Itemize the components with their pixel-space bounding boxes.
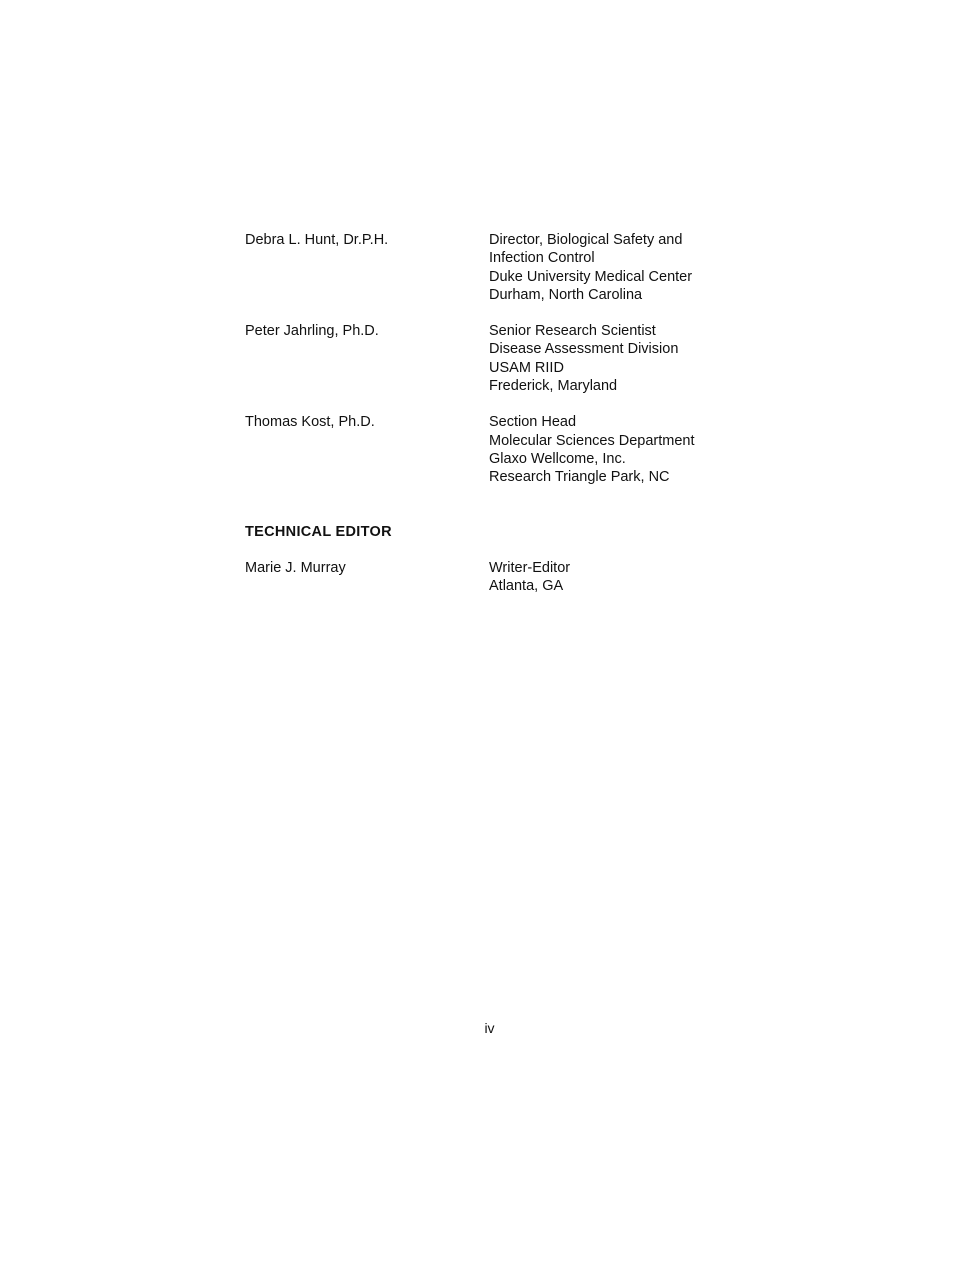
page-number: iv [484,1020,495,1036]
affiliation-line: Section Head [489,414,577,431]
affiliation-line: Disease Assessment Division [489,341,679,358]
affiliation-line: USAM RIID [489,359,564,376]
affiliation-line: Molecular Sciences Department [489,432,695,449]
technical-editor-entry [245,559,765,596]
affiliation-line: Durham, North Carolina [489,286,643,303]
affiliation-line: Duke University Medical Center [489,268,693,285]
affiliation-line: Atlanta, GA [489,578,564,595]
affiliation-line: Director, Biological Safety and [489,232,683,248]
contributor-name: Thomas Kost, Ph.D. [245,414,375,431]
contributor-name: Peter Jahrling, Ph.D. [245,323,379,340]
affiliation-line: Frederick, Maryland [489,378,618,395]
contributor-entry [245,322,765,395]
affiliation-line: Research Triangle Park, NC [489,469,670,486]
affiliation-line: Infection Control [489,250,595,267]
section-heading-technical-editor: TECHNICAL EDITOR [245,523,392,540]
contributor-affiliation [489,322,765,395]
editor-affiliation [489,559,765,596]
contributor-entry [245,413,765,486]
affiliation-line: Writer-Editor [489,559,571,576]
affiliation-line: Glaxo Wellcome, Inc. [489,450,626,467]
affiliation-line: Senior Research Scientist [489,323,656,340]
editor-name: Marie J. Murray [245,559,346,576]
contributor-affiliation [489,413,765,486]
contributor-name: Debra L. Hunt, Dr.P.H. [245,232,389,248]
contributor-affiliation [489,231,765,304]
contributor-entry [245,231,765,304]
document-body [245,231,765,613]
